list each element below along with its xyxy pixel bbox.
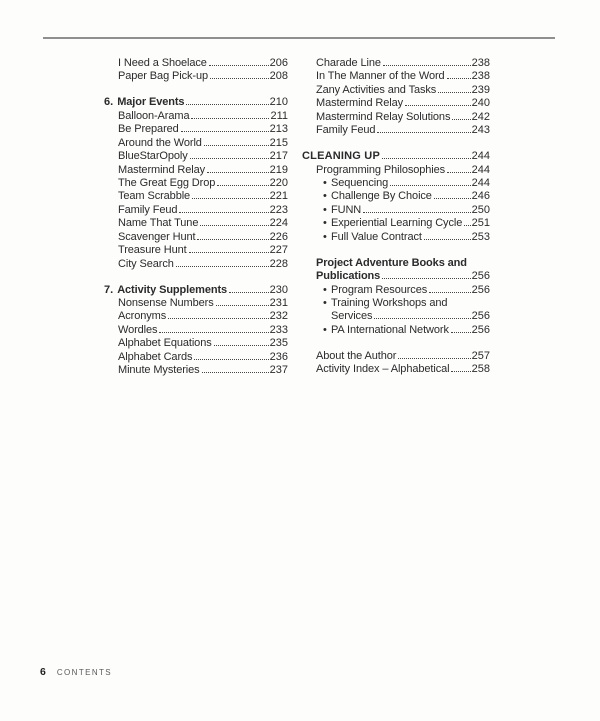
toc-page-number: 256: [471, 283, 490, 296]
toc-entry: [302, 231, 490, 244]
dot-leader: [438, 92, 470, 93]
toc-page-number: 208: [269, 70, 288, 83]
toc-entry: [302, 124, 490, 137]
dot-leader: [429, 292, 471, 293]
toc-page-number: 242: [471, 110, 490, 123]
bullet-marker: •: [323, 177, 327, 189]
dot-leader: [229, 292, 269, 293]
toc-entry-label: BlueStarOpoly: [118, 150, 188, 163]
dot-leader: [202, 372, 269, 373]
toc-entry: [302, 84, 490, 97]
toc-entry-label: Experiential Learning Cycle: [331, 217, 463, 230]
toc-entry: [104, 70, 288, 83]
toc-entry-label: Programming Philosophies: [316, 163, 446, 176]
toc-page-number: 238: [471, 57, 490, 69]
toc-page-number: 228: [269, 257, 288, 270]
toc-entry-label: Be Prepared: [118, 123, 179, 136]
header-rule: [43, 37, 555, 39]
toc-entry-label: Program Resources: [331, 283, 428, 296]
dot-leader: [398, 358, 470, 359]
dot-leader: [207, 172, 269, 173]
toc-entry: [104, 284, 288, 297]
toc-page-number: 215: [269, 136, 288, 149]
toc-entry: [302, 257, 490, 270]
toc-left-column: [104, 57, 288, 378]
toc-page-number: 236: [269, 350, 288, 363]
dot-leader: [194, 359, 268, 360]
toc-entry: [302, 284, 490, 297]
bullet-marker: •: [323, 323, 327, 336]
dot-leader: [390, 185, 471, 186]
dot-leader: [447, 172, 471, 173]
toc-page-number: 219: [269, 163, 288, 176]
toc-page-number: 223: [269, 203, 288, 216]
toc-entry-label: Paper Bag Pick-up: [118, 70, 209, 83]
toc-entry-label: PA International Network: [331, 323, 449, 336]
toc-page-number: 235: [269, 337, 288, 350]
toc-page-number: 257: [471, 349, 490, 362]
toc-entry-label: Activity Supplements: [117, 283, 228, 296]
toc-entry-label: City Search: [118, 257, 174, 270]
toc-page-number: 239: [471, 83, 490, 96]
toc-right-column: [302, 57, 490, 377]
dot-leader: [159, 332, 268, 333]
toc-page-number: 233: [269, 323, 288, 336]
toc-page-number: 246: [471, 190, 490, 203]
bullet-marker: •: [323, 217, 327, 230]
bullet-marker: •: [323, 203, 327, 216]
toc-entry: [302, 270, 490, 283]
toc-entry-label: Major Events: [117, 96, 185, 109]
toc-entry: [302, 363, 490, 376]
toc-entry-label: Zany Activities and Tasks: [316, 83, 437, 96]
toc-entry-label: Nonsense Numbers: [118, 297, 214, 309]
toc-page-number: 238: [471, 70, 490, 83]
bullet-marker: •: [323, 297, 327, 309]
bullet-marker: •: [323, 190, 327, 203]
toc-entry: [104, 364, 288, 377]
dot-leader: [405, 105, 471, 106]
toc-entry: [104, 244, 288, 257]
toc-entry: [302, 97, 490, 110]
dot-leader: [176, 266, 269, 267]
dot-leader: [382, 278, 470, 279]
toc-entry: [302, 111, 490, 124]
dot-leader: [451, 371, 470, 372]
toc-page-number: 221: [269, 190, 288, 203]
toc-entry-label: Mastermind Relay Solutions: [316, 110, 451, 123]
dot-leader: [204, 145, 269, 146]
toc-entry-label: Services: [331, 310, 373, 323]
toc-entry: [302, 324, 490, 337]
toc-page-number: 231: [269, 297, 288, 309]
toc-page-number: 213: [269, 123, 288, 136]
dot-leader: [434, 198, 471, 199]
toc-entry: [104, 110, 288, 123]
toc-entry: [302, 350, 490, 363]
toc-entry-label: In The Manner of the Word: [316, 70, 445, 83]
dot-leader: [210, 78, 269, 79]
dot-leader: [217, 185, 268, 186]
toc-entry: [104, 123, 288, 136]
toc-entry: [104, 231, 288, 244]
toc-entry-label: Family Feud: [118, 203, 178, 216]
toc-entry: [104, 150, 288, 163]
toc-page-number: 240: [471, 97, 490, 110]
dot-leader: [382, 158, 471, 159]
toc-page-number: 244: [471, 177, 490, 189]
toc-entry-label: Team Scrabble: [118, 190, 191, 203]
dot-leader: [363, 212, 470, 213]
dot-leader: [186, 104, 268, 105]
toc-entry: [104, 190, 288, 203]
page-footer: [40, 666, 112, 678]
toc-entry: [104, 137, 288, 150]
footer-section-label: CONTENTS: [56, 668, 113, 677]
dot-leader: [192, 198, 269, 199]
dot-leader: [200, 225, 268, 226]
toc-entry: [302, 204, 490, 217]
dot-leader: [189, 252, 269, 253]
toc-entry: [104, 57, 288, 70]
dot-leader: [451, 332, 471, 333]
toc-entry-label: Mastermind Relay: [118, 163, 206, 176]
toc-page-number: 206: [269, 57, 288, 69]
toc-page-number: 243: [471, 124, 490, 137]
toc-entry: [302, 310, 490, 323]
dot-leader: [190, 158, 269, 159]
toc-page-number: 251: [471, 217, 490, 230]
toc-entry-label: Wordles: [118, 323, 158, 336]
toc-page-number: 258: [471, 363, 490, 376]
toc-page-number: 244: [471, 150, 490, 163]
toc-page-number: 232: [269, 310, 288, 323]
dot-leader: [209, 65, 269, 66]
toc-entry-label: CLEANING UP: [302, 150, 380, 163]
dot-leader: [374, 318, 470, 319]
toc-entry-label: Activity Index – Alphabetical: [316, 363, 450, 376]
toc-entry: [104, 310, 288, 323]
toc-entry: [302, 217, 490, 230]
toc-entry-label: Publications: [316, 270, 381, 283]
dot-leader: [191, 118, 269, 119]
toc-entry: [104, 337, 288, 350]
toc-entry-label: Scavenger Hunt: [118, 230, 196, 243]
toc-page-number: 237: [269, 364, 288, 377]
toc-entry-label: Sequencing: [331, 177, 389, 189]
bullet-marker: •: [323, 230, 327, 243]
toc-entry: [104, 324, 288, 337]
toc-entry: [104, 351, 288, 364]
toc-entry-label: Alphabet Cards: [118, 350, 193, 363]
toc-page-number: 210: [269, 96, 288, 109]
toc-entry-label: Project Adventure Books and: [316, 256, 467, 269]
toc-entry-label: Mastermind Relay: [316, 97, 404, 110]
dot-leader: [452, 119, 470, 120]
dot-leader: [424, 239, 471, 240]
bullet-marker: •: [323, 283, 327, 296]
toc-entry: [104, 204, 288, 217]
toc-entry: [302, 297, 490, 310]
toc-page-number: 220: [269, 177, 288, 189]
section-number: 7.: [104, 283, 114, 296]
toc-entry-label: Name That Tune: [118, 217, 199, 230]
toc-page-number: 217: [269, 150, 288, 163]
dot-leader: [181, 131, 269, 132]
toc-entry: [302, 190, 490, 203]
toc-entry: [104, 217, 288, 230]
toc-entry: [104, 297, 288, 310]
toc-page-number: 256: [471, 270, 490, 283]
toc-entry-label: Acronyms: [118, 310, 167, 323]
toc-entry: [104, 177, 288, 190]
toc-entry-label: Challenge By Choice: [331, 190, 432, 203]
toc-entry-label: Balloon-Arama: [118, 109, 190, 122]
toc-page-number: 224: [269, 217, 288, 230]
toc-entry-label: Around the World: [118, 136, 202, 149]
toc-entry: [302, 177, 490, 190]
toc-entry: [302, 70, 490, 83]
toc-entry-label: I Need a Shoelace: [118, 57, 207, 69]
dot-leader: [377, 132, 470, 133]
toc-page-number: 230: [269, 283, 288, 296]
toc-entry-label: FUNN: [331, 203, 362, 216]
section-number: 6.: [104, 96, 114, 109]
toc-page-number: 226: [269, 230, 288, 243]
dot-leader: [216, 305, 269, 306]
toc-entry-label: Alphabet Equations: [118, 337, 212, 350]
toc-entry: [104, 164, 288, 177]
dot-leader: [179, 212, 268, 213]
toc-entry-label: Full Value Contract: [331, 230, 422, 243]
toc-entry-label: Family Feud: [316, 124, 376, 137]
toc-entry-label: About the Author: [316, 349, 397, 362]
toc-page-number: 253: [471, 230, 490, 243]
toc-entry: [302, 150, 490, 163]
toc-entry: [104, 258, 288, 271]
toc-page-number: 256: [471, 323, 490, 336]
toc-entry-label: Training Workshops and: [331, 297, 448, 309]
dot-leader: [464, 225, 470, 226]
toc-entry-label: Charade Line: [316, 57, 381, 69]
footer-page-number: 6: [40, 666, 46, 678]
dot-leader: [383, 65, 471, 66]
toc-entry: [104, 96, 288, 109]
toc-entry-label: The Great Egg Drop: [118, 177, 216, 189]
toc-page-number: 250: [471, 203, 490, 216]
toc-entry: [302, 57, 490, 70]
dot-leader: [197, 239, 268, 240]
toc-entry-label: Minute Mysteries: [118, 364, 200, 377]
toc-page-number: 211: [270, 109, 288, 122]
toc-page-number: 244: [471, 163, 490, 176]
dot-leader: [214, 345, 269, 346]
toc-page-number: 256: [471, 310, 490, 323]
toc-page-number: 227: [269, 244, 288, 257]
dot-leader: [447, 78, 471, 79]
toc-entry: [302, 164, 490, 177]
dot-leader: [168, 318, 269, 319]
toc-entry-label: Treasure Hunt: [118, 244, 187, 257]
